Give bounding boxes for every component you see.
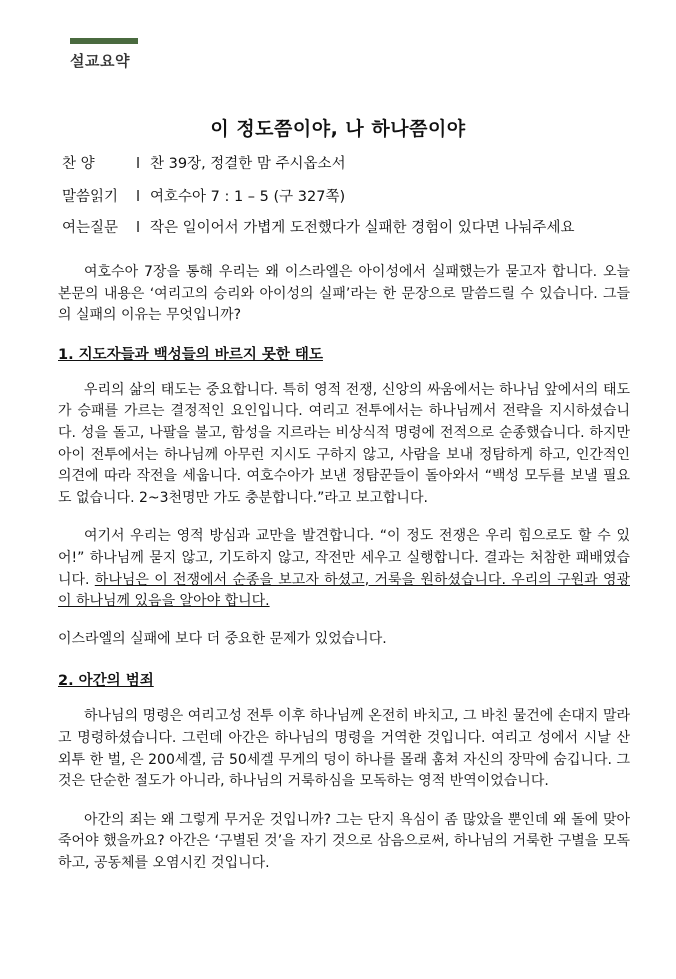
section-2-heading: 2. 아간의 범죄 [58, 673, 154, 690]
intro-paragraph: 여호수아 7장을 통해 우리는 왜 이스라엘은 아이성에서 실패했는가 묻고자 합니다. 오늘 본문의 내용은 ‘여리고의 승리와 아이성의 실패’라는 한 문장으로 말씀드릴 수 있습니다. 그들의 실패의 이유는 무엇입니까? [58, 264, 630, 324]
section-2-paragraph-1: 하나님의 명령은 여리고성 전투 이후 하나님께 온전히 바치고, 그 바친 물건에 손대지 말라고 명령하셨습니다. 그런데 아간은 하나님의 명령을 거역한 것입니다. 여리고 성에서 시날 산 외투 한 벌, 은 200세겔, 금 50세겔 무게의 덩이 하나를 몰래 훔쳐 자신의 장막에 숨깁니다. 그것은 단순한 절도가 아니라, 하나님의 거룩하심을 모독하는 영적 반역이었습니다. [58, 708, 630, 790]
section-1-paragraph-2-text: 여기서 우리는 영적 방심과 교만을 발견합니다. “이 정도 전쟁은 우리 힘으로도 할 수 있어!” 하나님께 묻지 않고, 기도하지 않고, 작전만 세우고 실행합니다. 결과는 처참한 패배였습니다. [58, 528, 630, 588]
meta-value-hymn: 찬 39장, 정결한 맘 주시옵소서 [150, 156, 346, 172]
meta-separator: l [136, 156, 141, 172]
section-1-paragraph-1: 우리의 삶의 태도는 중요합니다. 특히 영적 전쟁, 신앙의 싸움에서는 하나님 앞에서의 태도가 승패를 가르는 결정적인 요인입니다. 여리고 전투에서는 하나님께서 전략을 지시하셨습니다. 성을 돌고, 나팔을 불고, 함성을 지르라는 비상식적 명령에 전적으로 순종했습니다. 하지만 아이 전투에서는 하나님께 아무런 지시도 구하지 않고, 사람을 보내 정탐하게 하고, 인간적인 의견에 따라 작전을 세웁니다. 여호수아가 보낸 정탐꾼들이 돌아와서 “백성 모두를 보낼 필요도 없습니다. 2~3천명만 가도 충분합니다.”라고 보고합니다. [58, 381, 630, 506]
meta-value-question: 작은 일이어서 가볍게 도전했다가 실패한 경험이 있다면 나눠주세요 [150, 220, 575, 236]
section-1-heading: 1. 지도자들과 백성들의 바르지 못한 태도 [58, 346, 323, 363]
meta-separator: l [136, 189, 141, 205]
section-2-paragraph-2: 아간의 죄는 왜 그렇게 무거운 것입니까? 그는 단지 욕심이 좀 많았을 뿐인데 왜 돌에 맞아 죽어야 했을까요? 아간은 ‘구별된 것’을 자기 것으로 삼음으로써, 하나님의 거룩한 구별을 모독하고, 공동체를 오염시킨 것입니다. [58, 811, 630, 871]
meta-row-question [62, 216, 574, 237]
header-accent-bar [70, 38, 138, 44]
meta-row-reading [62, 185, 345, 206]
meta-key-reading: 말씀읽기 [62, 189, 119, 205]
meta-key-hymn: 찬 양 [62, 156, 95, 172]
page-title: 이 정도쯤이야, 나 하나쯤이야 [210, 118, 466, 140]
section-1-paragraph-3: 이스라엘의 실패에 보다 더 중요한 문제가 있었습니다. [58, 630, 387, 647]
section-label: 설교요약 [70, 52, 130, 70]
meta-key-question: 여는질문 [62, 220, 119, 236]
section-1-paragraph-2 [58, 526, 630, 612]
sermon-body [58, 262, 630, 874]
meta-value-reading: 여호수아 7 : 1 – 5 (구 327쪽) [150, 189, 346, 205]
meta-row-hymn [62, 152, 346, 173]
section-1-paragraph-2-emphasis: 하나님은 이 전쟁에서 순종을 보고자 하셨고, 거룩을 원하셨습니다. 우리의 구원과 영광이 하나님께 있음을 알아야 합니다. [58, 571, 630, 610]
meta-separator: l [136, 220, 141, 236]
